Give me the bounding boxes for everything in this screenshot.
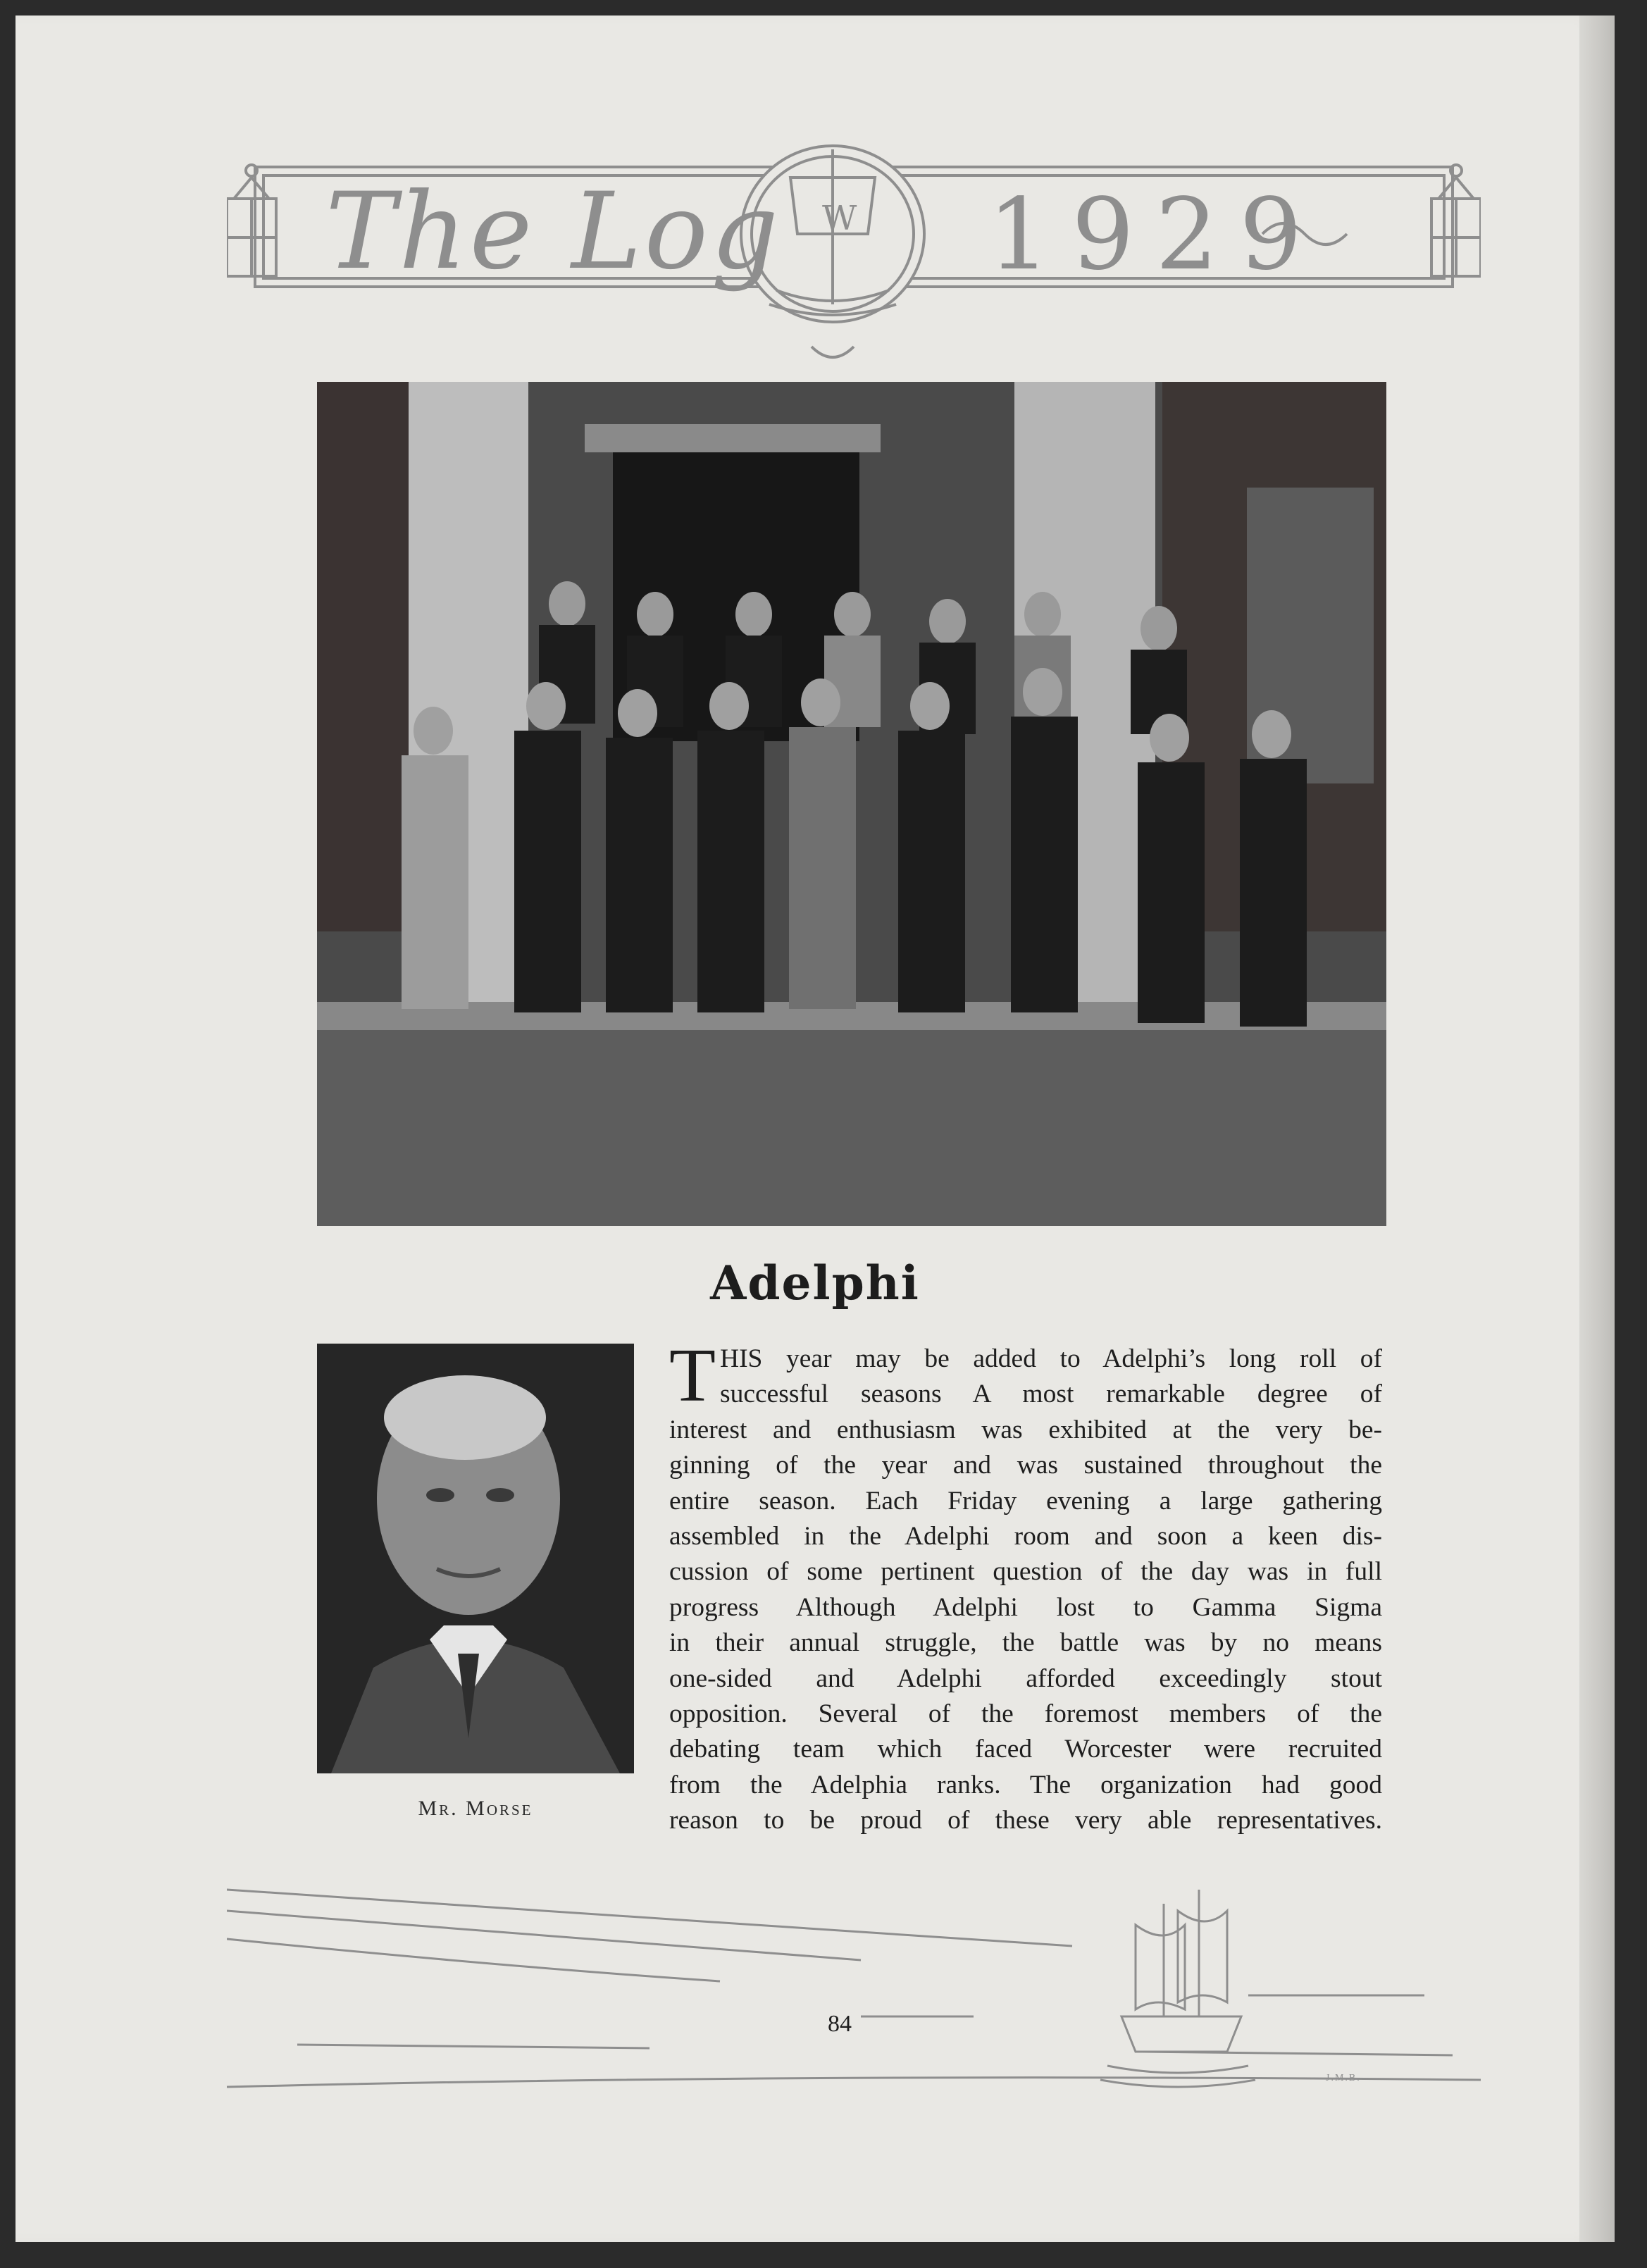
page-number: 84 xyxy=(828,2011,852,2037)
yearbook-title: The Log xyxy=(325,171,782,293)
article-line: entire season. Each Friday evening a large gathering xyxy=(669,1486,1382,1516)
article-line: from the Adelphia ranks. The organization had good xyxy=(669,1770,1382,1799)
page-spine-shadow xyxy=(1579,16,1615,2242)
article-line: successful seasons A most remarkable degree of xyxy=(719,1380,1382,1409)
article-body xyxy=(669,1334,1382,1839)
header-banner xyxy=(227,135,1481,389)
article-line: debating team which faced Worcester were recruited xyxy=(669,1735,1382,1764)
article-line: reason to be proud of these very able representatives. xyxy=(669,1806,1382,1835)
emblem-letter: W xyxy=(822,199,860,238)
article-line: opposition. Several of the foremost members of the xyxy=(669,1699,1382,1729)
group-photo-image xyxy=(317,382,1386,1226)
ship-illustration xyxy=(227,1876,1481,2108)
footer-seascape xyxy=(227,1876,1481,2108)
article-line: progress Although Adelphi lost to Gamma Sigma xyxy=(669,1592,1382,1622)
portrait-photo xyxy=(317,1344,634,1773)
article-line: in their annual struggle, the battle was by no means xyxy=(669,1628,1382,1658)
article-line: assembled in the Adelphi room and soon a keen dis- xyxy=(669,1522,1382,1551)
article-line: one-sided and Adelphi afforded exceedingly stout xyxy=(669,1663,1382,1693)
portrait-image xyxy=(317,1344,634,1773)
article-line: cussion of some pertinent question of the day was in full xyxy=(669,1557,1382,1587)
drop-cap: T xyxy=(669,1334,716,1418)
artist-mark: J.M.B. xyxy=(1326,2073,1361,2083)
group-photo xyxy=(317,382,1386,1226)
yearbook-year: 1929 xyxy=(988,178,1324,292)
article-line: HIS year may be added to Adelphi’s long roll of xyxy=(719,1344,1382,1373)
article-line: interest and enthusiasm was exhibited at the very be- xyxy=(669,1415,1382,1444)
yearbook-page xyxy=(15,16,1615,2242)
portrait-caption: Mr. Morse xyxy=(418,1797,533,1820)
section-title: Adelphi xyxy=(710,1256,920,1310)
article-line: ginning of the year and was sustained throughout the xyxy=(669,1451,1382,1480)
